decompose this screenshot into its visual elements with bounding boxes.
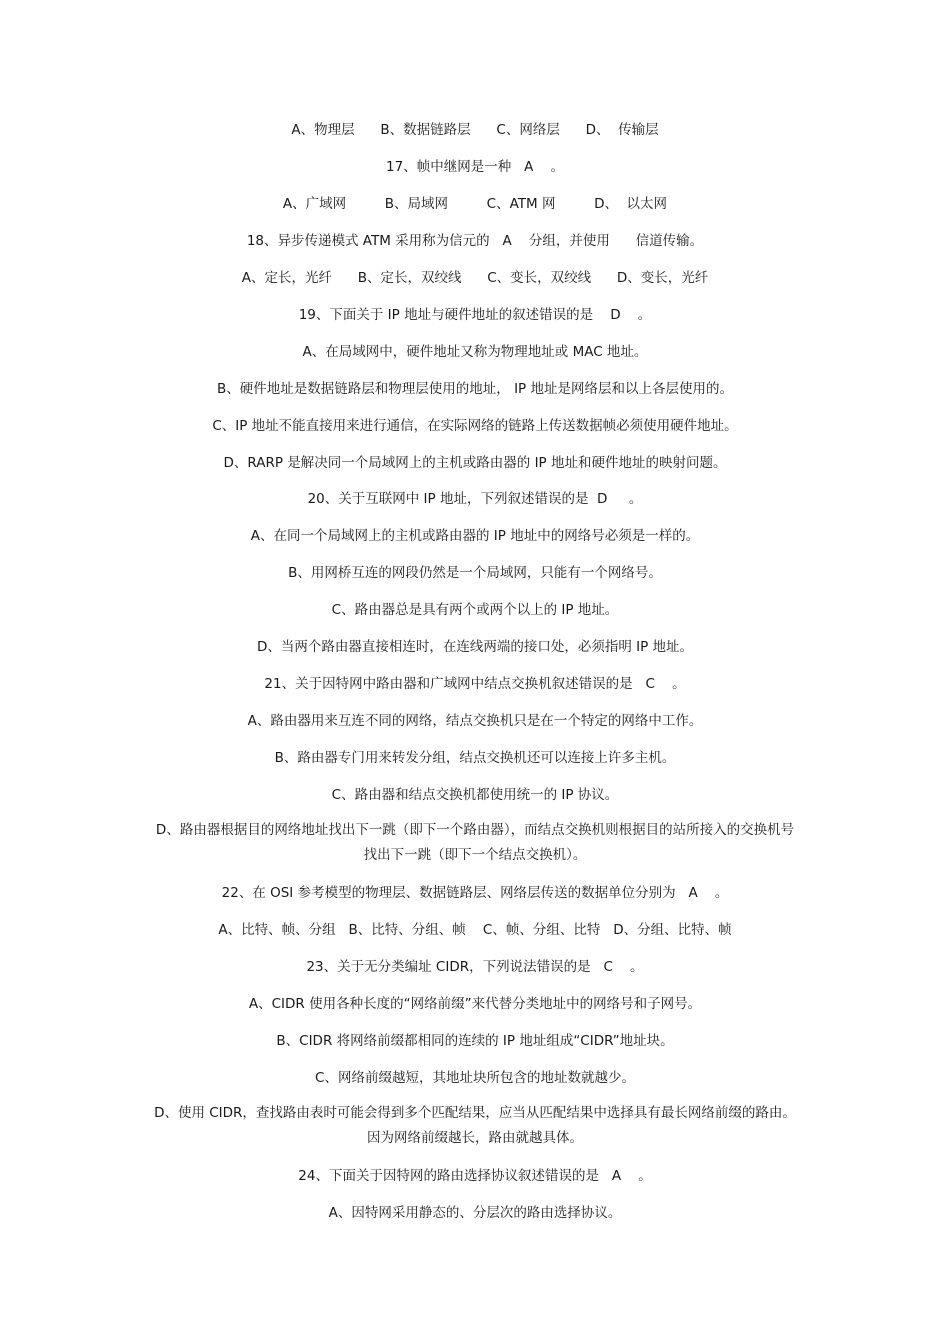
q21-question: 21、关于因特网中路由器和广域网中结点交换机叙述错误的是 C 。: [264, 676, 686, 692]
q19-question: 19、下面关于 IP 地址与硬件地址的叙述错误的是 D 。: [298, 307, 652, 323]
q24-option-a: A、因特网采用静态的、分层次的路由选择协议。: [328, 1205, 622, 1221]
q17-options: A、广域网 B、局域网 C、ATM 网 D、 以太网: [282, 196, 668, 212]
q22-options: A、比特、帧、分组 B、比特、分组、帧 C、帧、分组、比特 D、分组、比特、帧: [218, 922, 732, 938]
q23-option-c: C、网络前缀越短，其地址块所包含的地址数就越少。: [315, 1070, 635, 1086]
q19-option-a: A、在局域网中，硬件地址又称为物理地址或 MAC 地址。: [302, 344, 648, 360]
q23-question: 23、关于无分类编址 CIDR，下列说法错误的是 C 。: [306, 959, 644, 975]
q23-option-d: D、使用 CIDR，查找路由表时可能会得到多个匹配结果，应当从匹配结果中选择具有最长网络前缀的路由。因为网络前缀越长，路由就越具体。: [154, 1105, 796, 1146]
q19-option-c: C、IP 地址不能直接用来进行通信，在实际网络的链路上传送数据帧必须使用硬件地址。: [212, 418, 738, 434]
q23-option-a: A、CIDR 使用各种长度的“网络前缀”来代替分类地址中的网络号和子网号。: [248, 996, 702, 1012]
q24-question: 24、下面关于因特网的路由选择协议叙述错误的是 A 。: [298, 1168, 652, 1184]
q23-option-b: B、CIDR 将网络前缀都相同的连续的 IP 地址组成“CIDR”地址块。: [276, 1033, 674, 1049]
q20-option-d: D、当两个路由器直接相连时，在连线两端的接口处，必须指明 IP 地址。: [256, 639, 694, 655]
q20-option-a: A、在同一个局域网上的主机或路由器的 IP 地址中的网络号必须是一样的。: [250, 528, 700, 544]
q20-option-b: B、用网桥互连的网段仍然是一个局域网，只能有一个网络号。: [288, 565, 662, 581]
q21-option-d: D、路由器根据目的网络地址找出下一跳（即下一个路由器），而结点交换机则根据目的站所接入的交换机号找出下一跳（即下一个结点交换机）。: [155, 822, 795, 863]
q17-question: 17、帧中继网是一种 A 。: [386, 159, 564, 175]
q21-option-b: B、路由器专门用来转发分组，结点交换机还可以连接上许多主机。: [274, 750, 676, 766]
q19-option-d: D、RARP 是解决同一个局域网上的主机或路由器的 IP 地址和硬件地址的映射问题。: [223, 455, 727, 471]
q22-question: 22、在 OSI 参考模型的物理层、数据链路层、网络层传送的数据单位分别为 A 。: [221, 885, 729, 901]
q18-question: 18、异步传递模式 ATM 采用称为信元的 A 分组，并使用 信道传输。: [246, 233, 704, 249]
q20-option-c: C、路由器总是具有两个或两个以上的 IP 地址。: [331, 602, 619, 618]
q19-option-b: B、硬件地址是数据链路层和物理层使用的地址， IP 地址是网络层和以上各层使用的。: [217, 381, 733, 397]
q16-options: A、物理层 B、数据链路层 C、网络层 D、 传输层: [291, 122, 659, 138]
q21-option-c: C、路由器和结点交换机都使用统一的 IP 协议。: [331, 787, 619, 803]
q21-option-a: A、路由器用来互连不同的网络，结点交换机只是在一个特定的网络中工作。: [247, 713, 703, 729]
q20-question: 20、关于互联网中 IP 地址，下列叙述错误的是 D 。: [307, 491, 643, 507]
q18-options: A、定长，光纤 B、定长，双绞线 C、变长，双绞线 D、变长，光纤: [241, 270, 709, 286]
